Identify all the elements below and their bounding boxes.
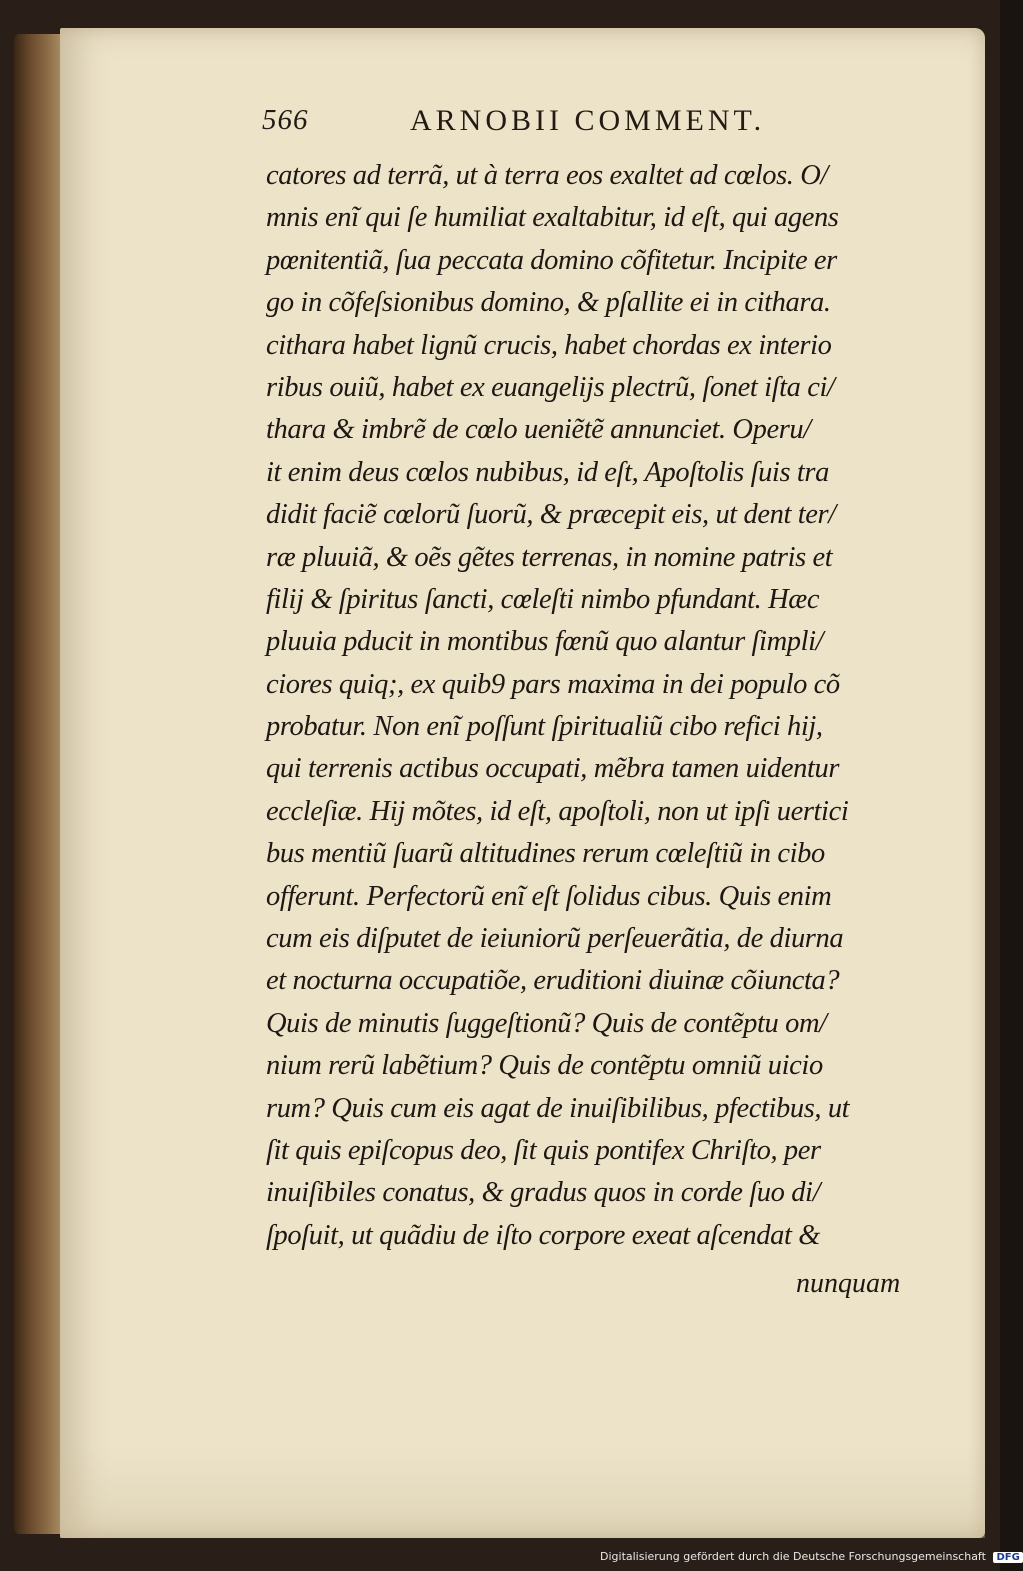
text-line: nium rerũ labẽtium? Quis de contẽptu omniũ uicio bbox=[266, 1050, 823, 1082]
text-line: didit faciẽ cœlorũ ſuorũ, & præcepit eis, ut dent ter/ bbox=[266, 499, 836, 531]
text-line: ſit quis epiſcopus deo, ſit quis pontifex Chriſto, per bbox=[266, 1134, 821, 1166]
page-header bbox=[262, 104, 902, 144]
text-line: probatur. Non enĩ poſſunt ſpiritualiũ cibo refici hij, bbox=[266, 711, 823, 743]
text-line: ræ pluuiã, & oẽs gẽtes terrenas, in nomine patris et bbox=[266, 541, 833, 573]
dfg-logo: DFG bbox=[993, 1552, 1022, 1563]
text-line: bus mentiũ ſuarũ altitudines rerum cœleſtiũ in cibo bbox=[266, 838, 825, 870]
text-line: qui terrenis actibus occupati, mẽbra tamen uidentur bbox=[266, 753, 840, 785]
text-line: catores ad terrã, ut à terra eos exaltet ad cœlos. O/ bbox=[266, 160, 828, 191]
text-line: it enim deus cœlos nubibus, id eſt, Apoſtolis ſuis tra bbox=[266, 456, 829, 488]
catchword: nunquam bbox=[796, 1268, 901, 1299]
text-line: pœnitentiã, ſua peccata domino cõfitetur. Incipite er bbox=[266, 244, 837, 276]
text-line: cithara habet lignũ crucis, habet chordas ex interio bbox=[266, 329, 832, 361]
folio-number: 566 bbox=[262, 104, 309, 136]
text-line: et nocturna occupatiõe, eruditioni diuinæ cõiuncta? bbox=[266, 965, 840, 997]
text-line: ribus ouiũ, habet ex euangelijs plectrũ, ſonet iſta ci/ bbox=[266, 371, 835, 403]
text-line: ſpoſuit, ut quãdiu de iſto corpore exeat aſcendat & bbox=[266, 1219, 820, 1251]
text-line: offerunt. Perfectorũ enĩ eſt ſolidus cibus. Quis enim bbox=[266, 880, 832, 912]
text-line: thara & imbrẽ de cœlo ueniẽtẽ annunciet. Operu/ bbox=[266, 414, 811, 446]
text-line: Quis de minutis ſuggeſtionũ? Quis de contẽptu om/ bbox=[266, 1007, 827, 1039]
text-line: rum? Quis cum eis agat de inuiſibilibus, pfectibus, ut bbox=[266, 1092, 850, 1124]
text-line: pluuia pducit in montibus fœnũ quo alantur ſimpli/ bbox=[266, 626, 824, 658]
text-line: eccleſiæ. Hij mõtes, id eſt, apoſtoli, non ut ipſi uertici bbox=[266, 795, 849, 827]
running-head: ARNOBII COMMENT. bbox=[410, 104, 766, 137]
text-line: inuiſibiles conatus, & gradus quos in corde ſuo di/ bbox=[266, 1177, 821, 1209]
text-line: cum eis diſputet de ieiuniorũ perſeuerãtia, de diurna bbox=[266, 923, 844, 955]
credit-text: Digitalisierung gefördert durch die Deutsche Forschungsgemeinschaft bbox=[600, 1550, 986, 1563]
text-line: ciores quiq;, ex quib9 pars maxima in dei populo cõ bbox=[266, 668, 840, 700]
digitization-credit bbox=[600, 1550, 1023, 1568]
text-line: filij & ſpiritus ſancti, cœleſti nimbo pfundant. Hæc bbox=[266, 583, 820, 615]
body-text bbox=[266, 155, 926, 1257]
text-line: go in cõfeſsionibus domino, & pſallite ei in cithara. bbox=[266, 287, 831, 319]
text-line: mnis enĩ qui ſe humiliat exaltabitur, id eſt, qui agens bbox=[266, 202, 839, 234]
